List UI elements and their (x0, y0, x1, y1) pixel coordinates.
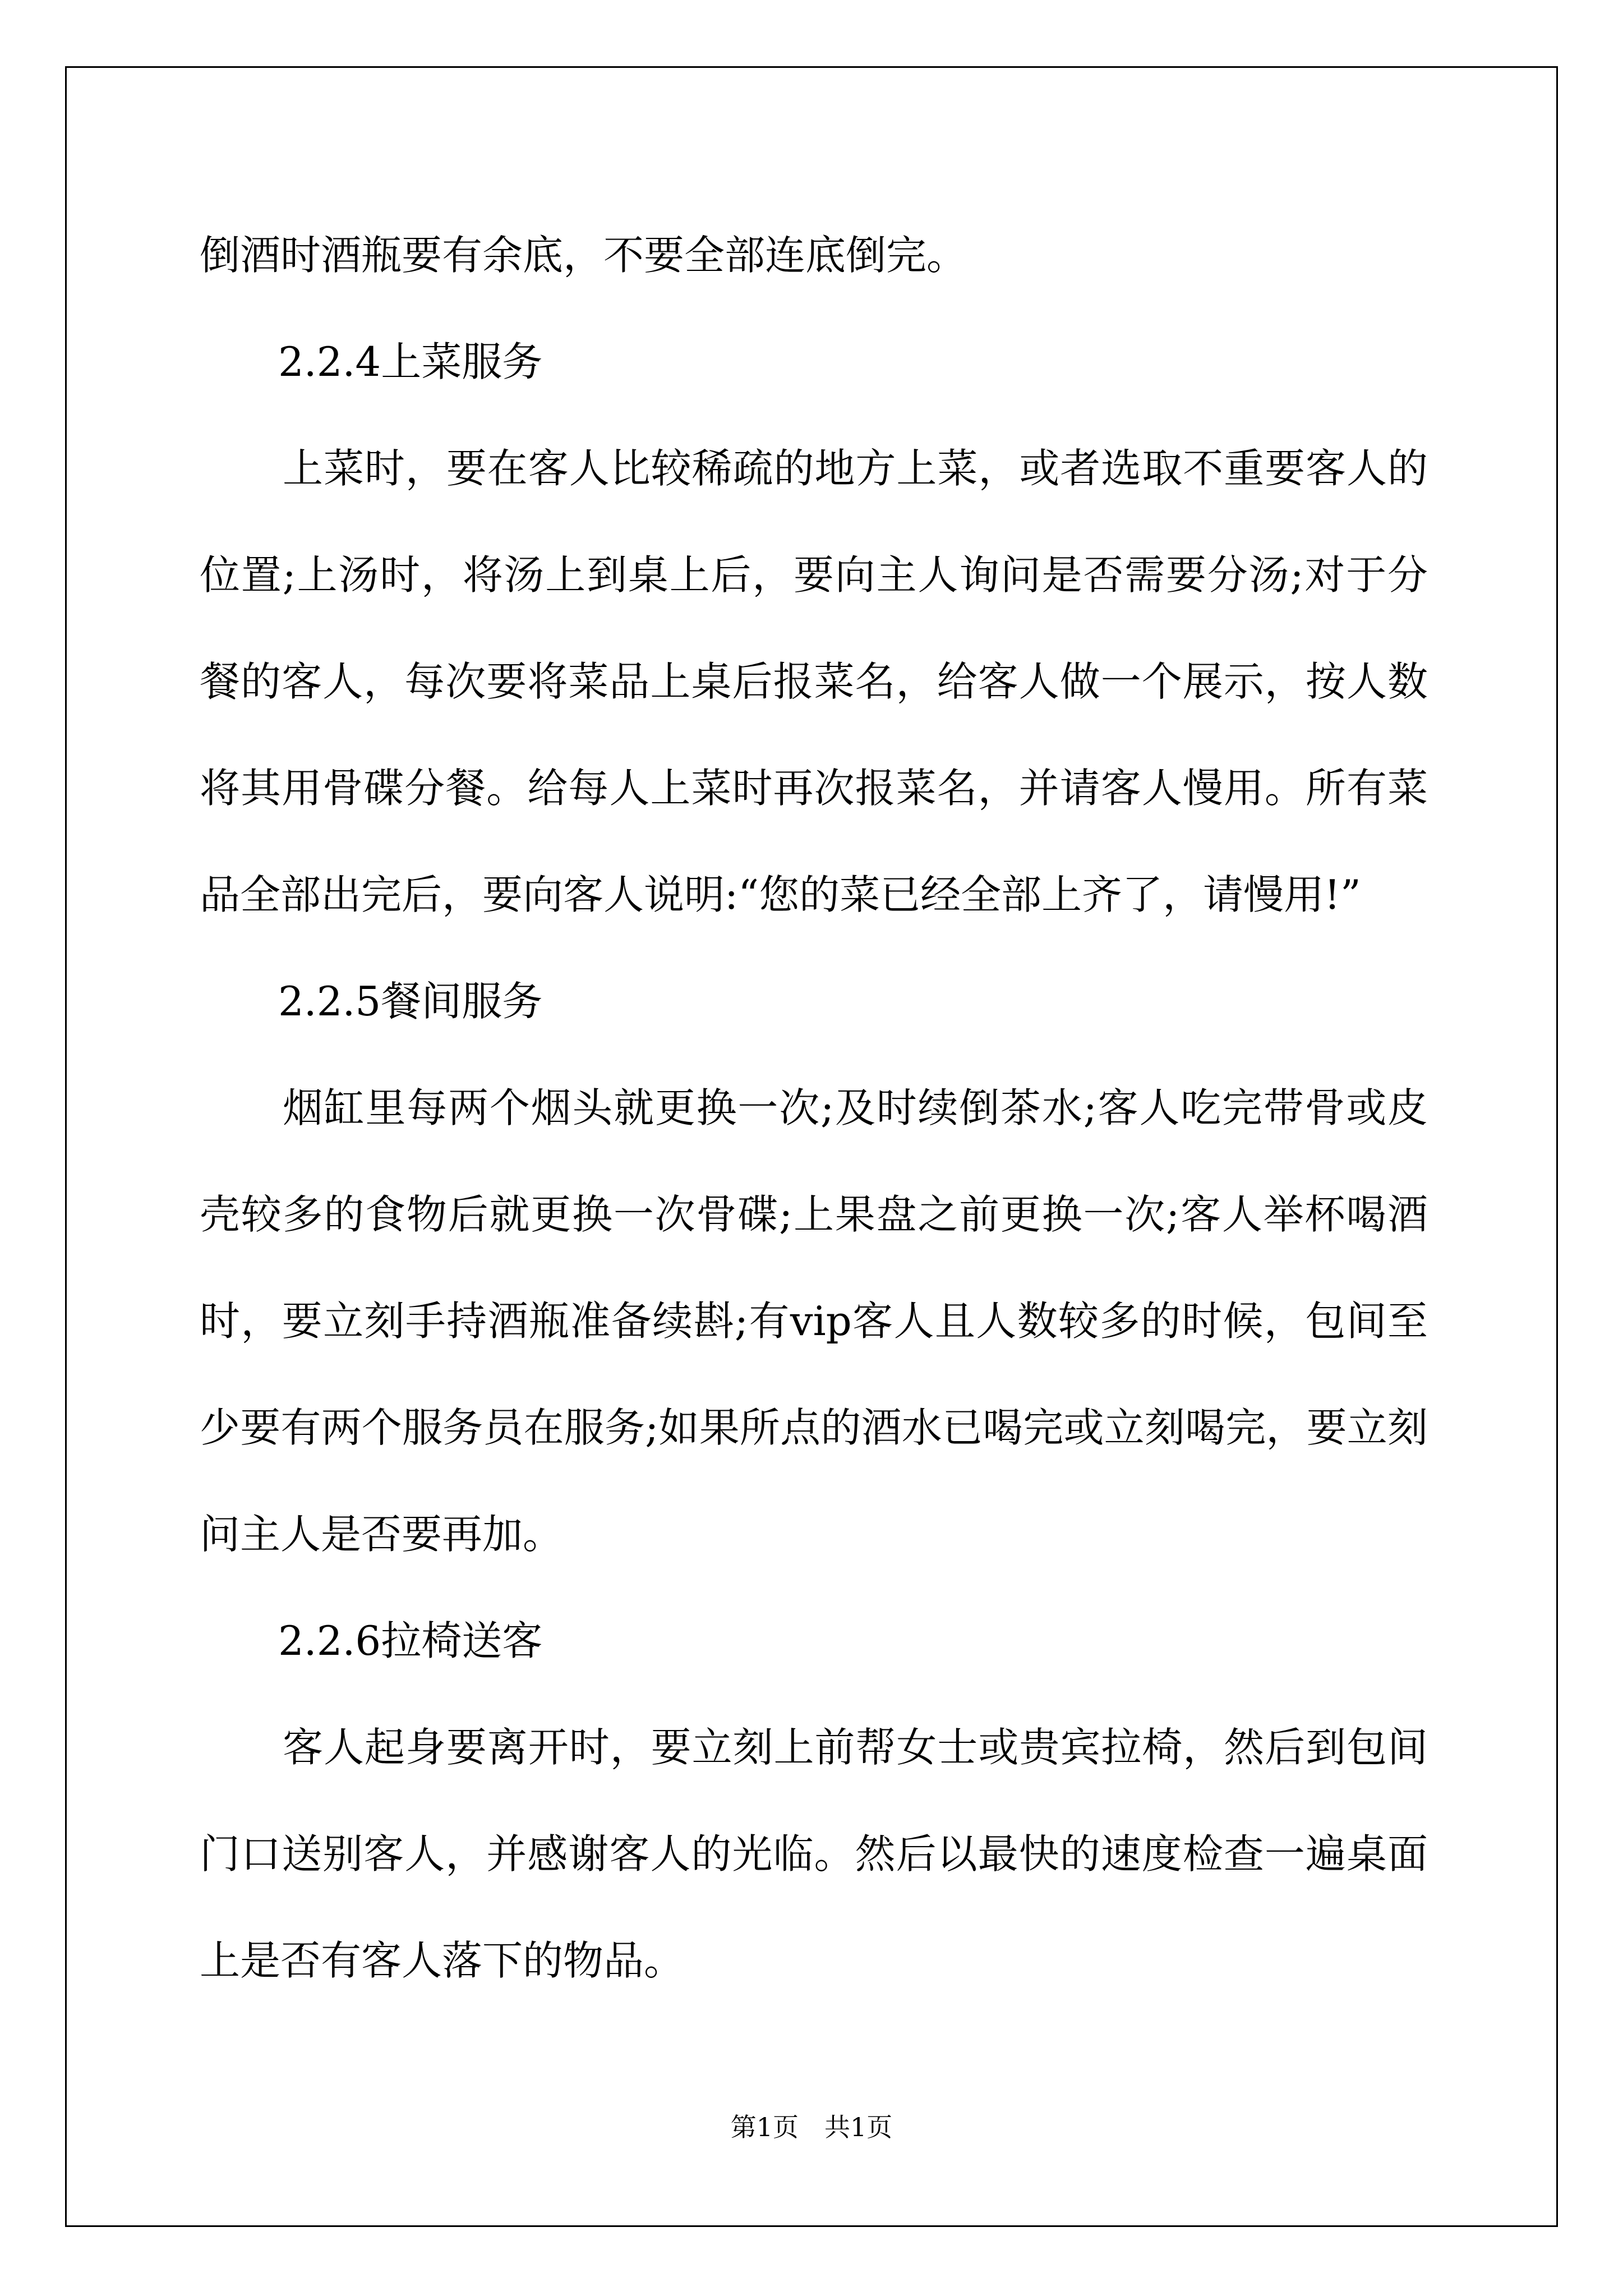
paragraph-meal-service: 烟缸里每两个烟头就更换一次;及时续倒茶水;客人吃完带骨或皮壳较多的食物后就更换一次骨碟;上果盘之前更换一次;客人举杯喝酒时，要立刻手持酒瓶准备续斟;有vip客人且人数较多的时候，包间至少要有两个服务员在服务;如果所点的酒水已喝完或立刻喝完，要立刻问主人是否要再加。 (200, 1084, 1428, 1558)
paragraph-wine-pouring: 倒酒时酒瓶要有余底，不要全部连底倒完。 (200, 232, 967, 279)
page-number-footer: 第1页 共1页 (730, 2112, 893, 2142)
paragraph-serving-dishes: 上菜时，要在客人比较稀疏的地方上菜，或者选取不重要客人的位置;上汤时，将汤上到桌上后，要向主人询问是否需要分汤;对于分餐的客人，每次要将菜品上桌后报菜名，给客人做一个展示，按人数将其用骨碟分餐。给每人上菜时再次报菜名，并请客人慢用。所有菜品全部出完后，要向客人说明:“您的菜已经全部上齐了，请慢用!” (200, 445, 1428, 918)
section-heading-meal-service: 2.2.5餐间服务 (278, 978, 543, 1025)
paragraph-seeing-off-guests: 客人起身要离开时，要立刻上前帮女士或贵宾拉椅，然后到包间门口送别客人，并感谢客人的光临。然后以最快的速度检查一遍桌面上是否有客人落下的物品。 (200, 1724, 1428, 1984)
section-heading-serving-dishes: 2.2.4上菜服务 (278, 338, 543, 385)
document-body (200, 202, 1428, 2014)
section-heading-seeing-off-guests: 2.2.6拉椅送客 (278, 1617, 543, 1664)
